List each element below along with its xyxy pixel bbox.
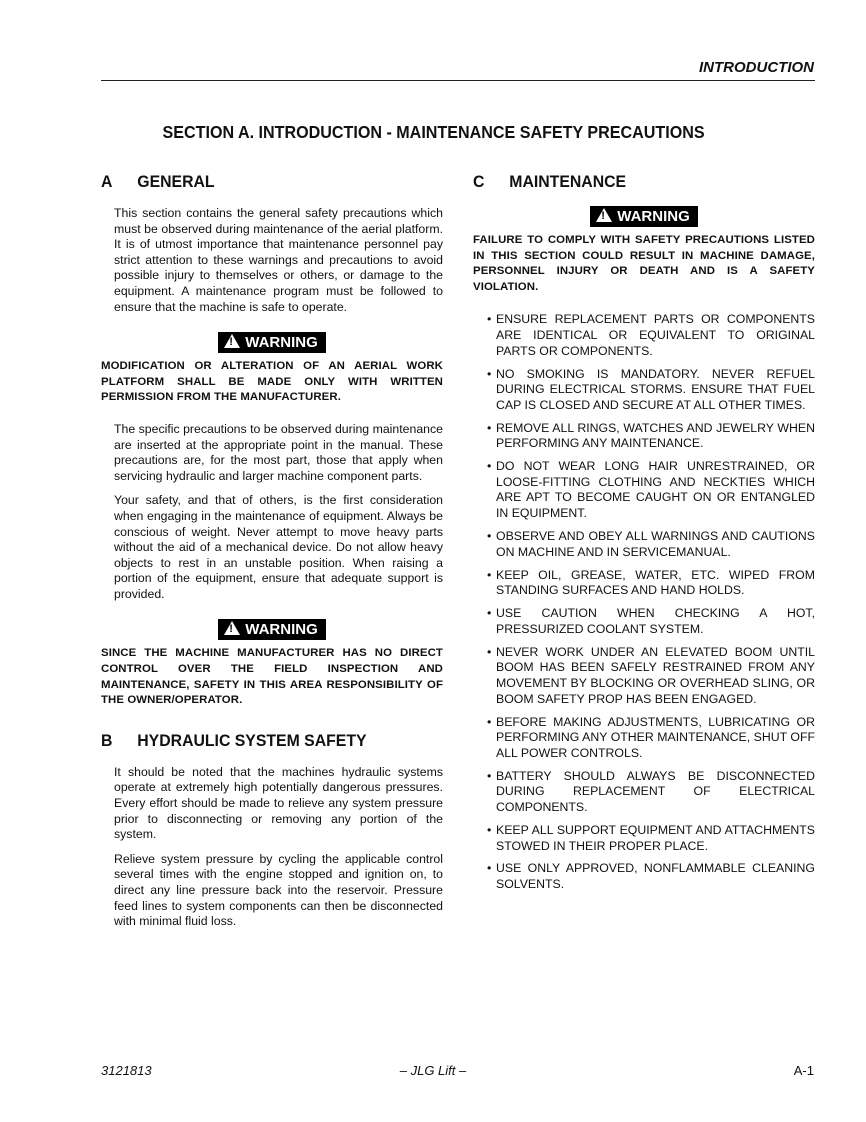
- warning-triangle-icon: !: [224, 334, 240, 348]
- running-header: INTRODUCTION: [699, 59, 814, 76]
- list-item: • NEVER WORK UNDER AN ELEVATED BOOM UNTIL BOOM HAS BEEN SAFELY RESTRAINED FROM ANY MOVEMENT BY BLOCKING OR OVERHEAD SLING, OR BOOM SAFETY PROP HAS BEEN ENGAGED.: [473, 645, 815, 707]
- warning-banner: [473, 206, 815, 227]
- section-c-title: MAINTENANCE: [509, 172, 627, 191]
- warning-triangle-icon: !: [224, 621, 240, 635]
- list-item: • USE ONLY APPROVED, NONFLAMMABLE CLEANING SOLVENTS.: [473, 861, 815, 892]
- warning-banner: [101, 619, 443, 640]
- section-b-para-2: Relieve system pressure by cycling the applicable control several times with the engine stopped and ignition on, to direct any line pressure back into the reservoir. Pressure feed lines to system components can then be disconnected with minimal fluid loss.: [114, 851, 443, 929]
- footer-doc-number: 3121813: [101, 1063, 152, 1078]
- section-b-letter: B: [101, 730, 113, 750]
- list-item: • ENSURE REPLACEMENT PARTS OR COMPONENTS ARE IDENTICAL OR EQUIVALENT TO ORIGINAL PARTS OR COMPONENTS.: [473, 312, 815, 359]
- right-column: [473, 172, 815, 900]
- list-item: • KEEP OIL, GREASE, WATER, ETC. WIPED FROM STANDING SURFACES AND HAND HOLDS.: [473, 568, 815, 599]
- list-item: • NO SMOKING IS MANDATORY. NEVER REFUEL DURING ELECTRICAL STORMS. ENSURE THAT FUEL CAP IS CLOSED AND SECURE AT ALL OTHER TIMES.: [473, 367, 815, 414]
- section-b-heading: [101, 731, 419, 751]
- maintenance-precautions-list: [473, 312, 815, 892]
- warning-text-modification: MODIFICATION OR ALTERATION OF AN AERIAL WORK PLATFORM SHALL BE MADE ONLY WITH WRITTEN PERMISSION FROM THE MANUFACTURER.: [101, 360, 443, 404]
- warning-label: ! WARNING: [590, 206, 698, 227]
- warning-label: ! WARNING: [218, 332, 326, 353]
- section-c-letter: C: [473, 172, 485, 191]
- section-b-title: HYDRAULIC SYSTEM SAFETY: [137, 730, 367, 750]
- section-a-title: GENERAL: [137, 172, 215, 191]
- section-b-para-1: It should be noted that the machines hydraulic systems operate at extremely high potentially dangerous pressures. Every effort should be made to relieve any system pressure prior to disconnecting or removing any portion of the system.: [114, 764, 443, 842]
- section-a-intro: This section contains the general safety precautions which must be observed during maintenance of the aerial platform. It is of utmost importance that maintenance personnel pay strict attention to these warnings and precautions to avoid possible injury to themselves or others, or damage to the equipment. A maintenance program must be followed to ensure that the machine is safe to operate.: [114, 206, 443, 314]
- list-item: • USE CAUTION WHEN CHECKING A HOT, PRESSURIZED COOLANT SYSTEM.: [473, 606, 815, 637]
- header-rule: [101, 80, 815, 81]
- section-c-heading: [473, 172, 791, 192]
- section-a-safety: Your safety, and that of others, is the first consideration when engaging in the maintenance of equipment. Always be conscious of weight. Never attempt to move heavy parts without the aid of a mechanical device. Do not allow heavy objects to rest in an unstable position. When raising a portion of the equipment, ensure that adequate support is provided.: [114, 493, 443, 601]
- list-item: • BATTERY SHOULD ALWAYS BE DISCONNECTED DURING REPLACEMENT OF ELECTRICAL COMPONENTS.: [473, 769, 815, 816]
- list-item: • KEEP ALL SUPPORT EQUIPMENT AND ATTACHMENTS STOWED IN THEIR PROPER PLACE.: [473, 823, 815, 854]
- left-column: [101, 172, 443, 939]
- footer-page-number: A-1: [793, 1063, 814, 1078]
- section-a-heading: [101, 172, 419, 192]
- list-item: • BEFORE MAKING ADJUSTMENTS, LUBRICATING OR PERFORMING ANY OTHER MAINTENANCE, SHUT OFF ALL POWER CONTROLS.: [473, 715, 815, 762]
- warning-text-compliance: FAILURE TO COMPLY WITH SAFETY PRECAUTIONS LISTED IN THIS SECTION COULD RESULT IN MACHINE DAMAGE, PERSONNEL INJURY OR DEATH AND IS A SAFETY VIOLATION.: [473, 234, 815, 293]
- list-item: • DO NOT WEAR LONG HAIR UNRESTRAINED, OR LOOSE-FITTING CLOTHING AND NECKTIES WHICH ARE APT TO BECOME CAUGHT ON OR ENTANGLED IN EQUIPMENT.: [473, 459, 815, 521]
- warning-label: ! WARNING: [218, 619, 326, 640]
- footer-brand: – JLG Lift –: [399, 1063, 467, 1078]
- warning-text-owner: SINCE THE MACHINE MANUFACTURER HAS NO DIRECT CONTROL OVER THE FIELD INSPECTION AND MAINTENANCE, SAFETY IN THIS AREA RESPONSIBILITY OF THE OWNER/OPERATOR.: [101, 647, 443, 707]
- warning-triangle-icon: !: [596, 208, 612, 222]
- section-a-precautions: The specific precautions to be observed during maintenance are inserted at the appropriate point in the manual. These precautions are, for the most part, those that apply when servicing hydraulic and larger machine component parts.: [114, 421, 443, 483]
- list-item: • REMOVE ALL RINGS, WATCHES AND JEWELRY WHEN PERFORMING ANY MAINTENANCE.: [473, 421, 815, 452]
- warning-banner: [101, 332, 443, 353]
- section-a-letter: A: [101, 172, 113, 191]
- page-title: SECTION A. INTRODUCTION - MAINTENANCE SAFETY PRECAUTIONS: [162, 122, 705, 142]
- list-item: • OBSERVE AND OBEY ALL WARNINGS AND CAUTIONS ON MACHINE AND IN SERVICEMANUAL.: [473, 529, 815, 560]
